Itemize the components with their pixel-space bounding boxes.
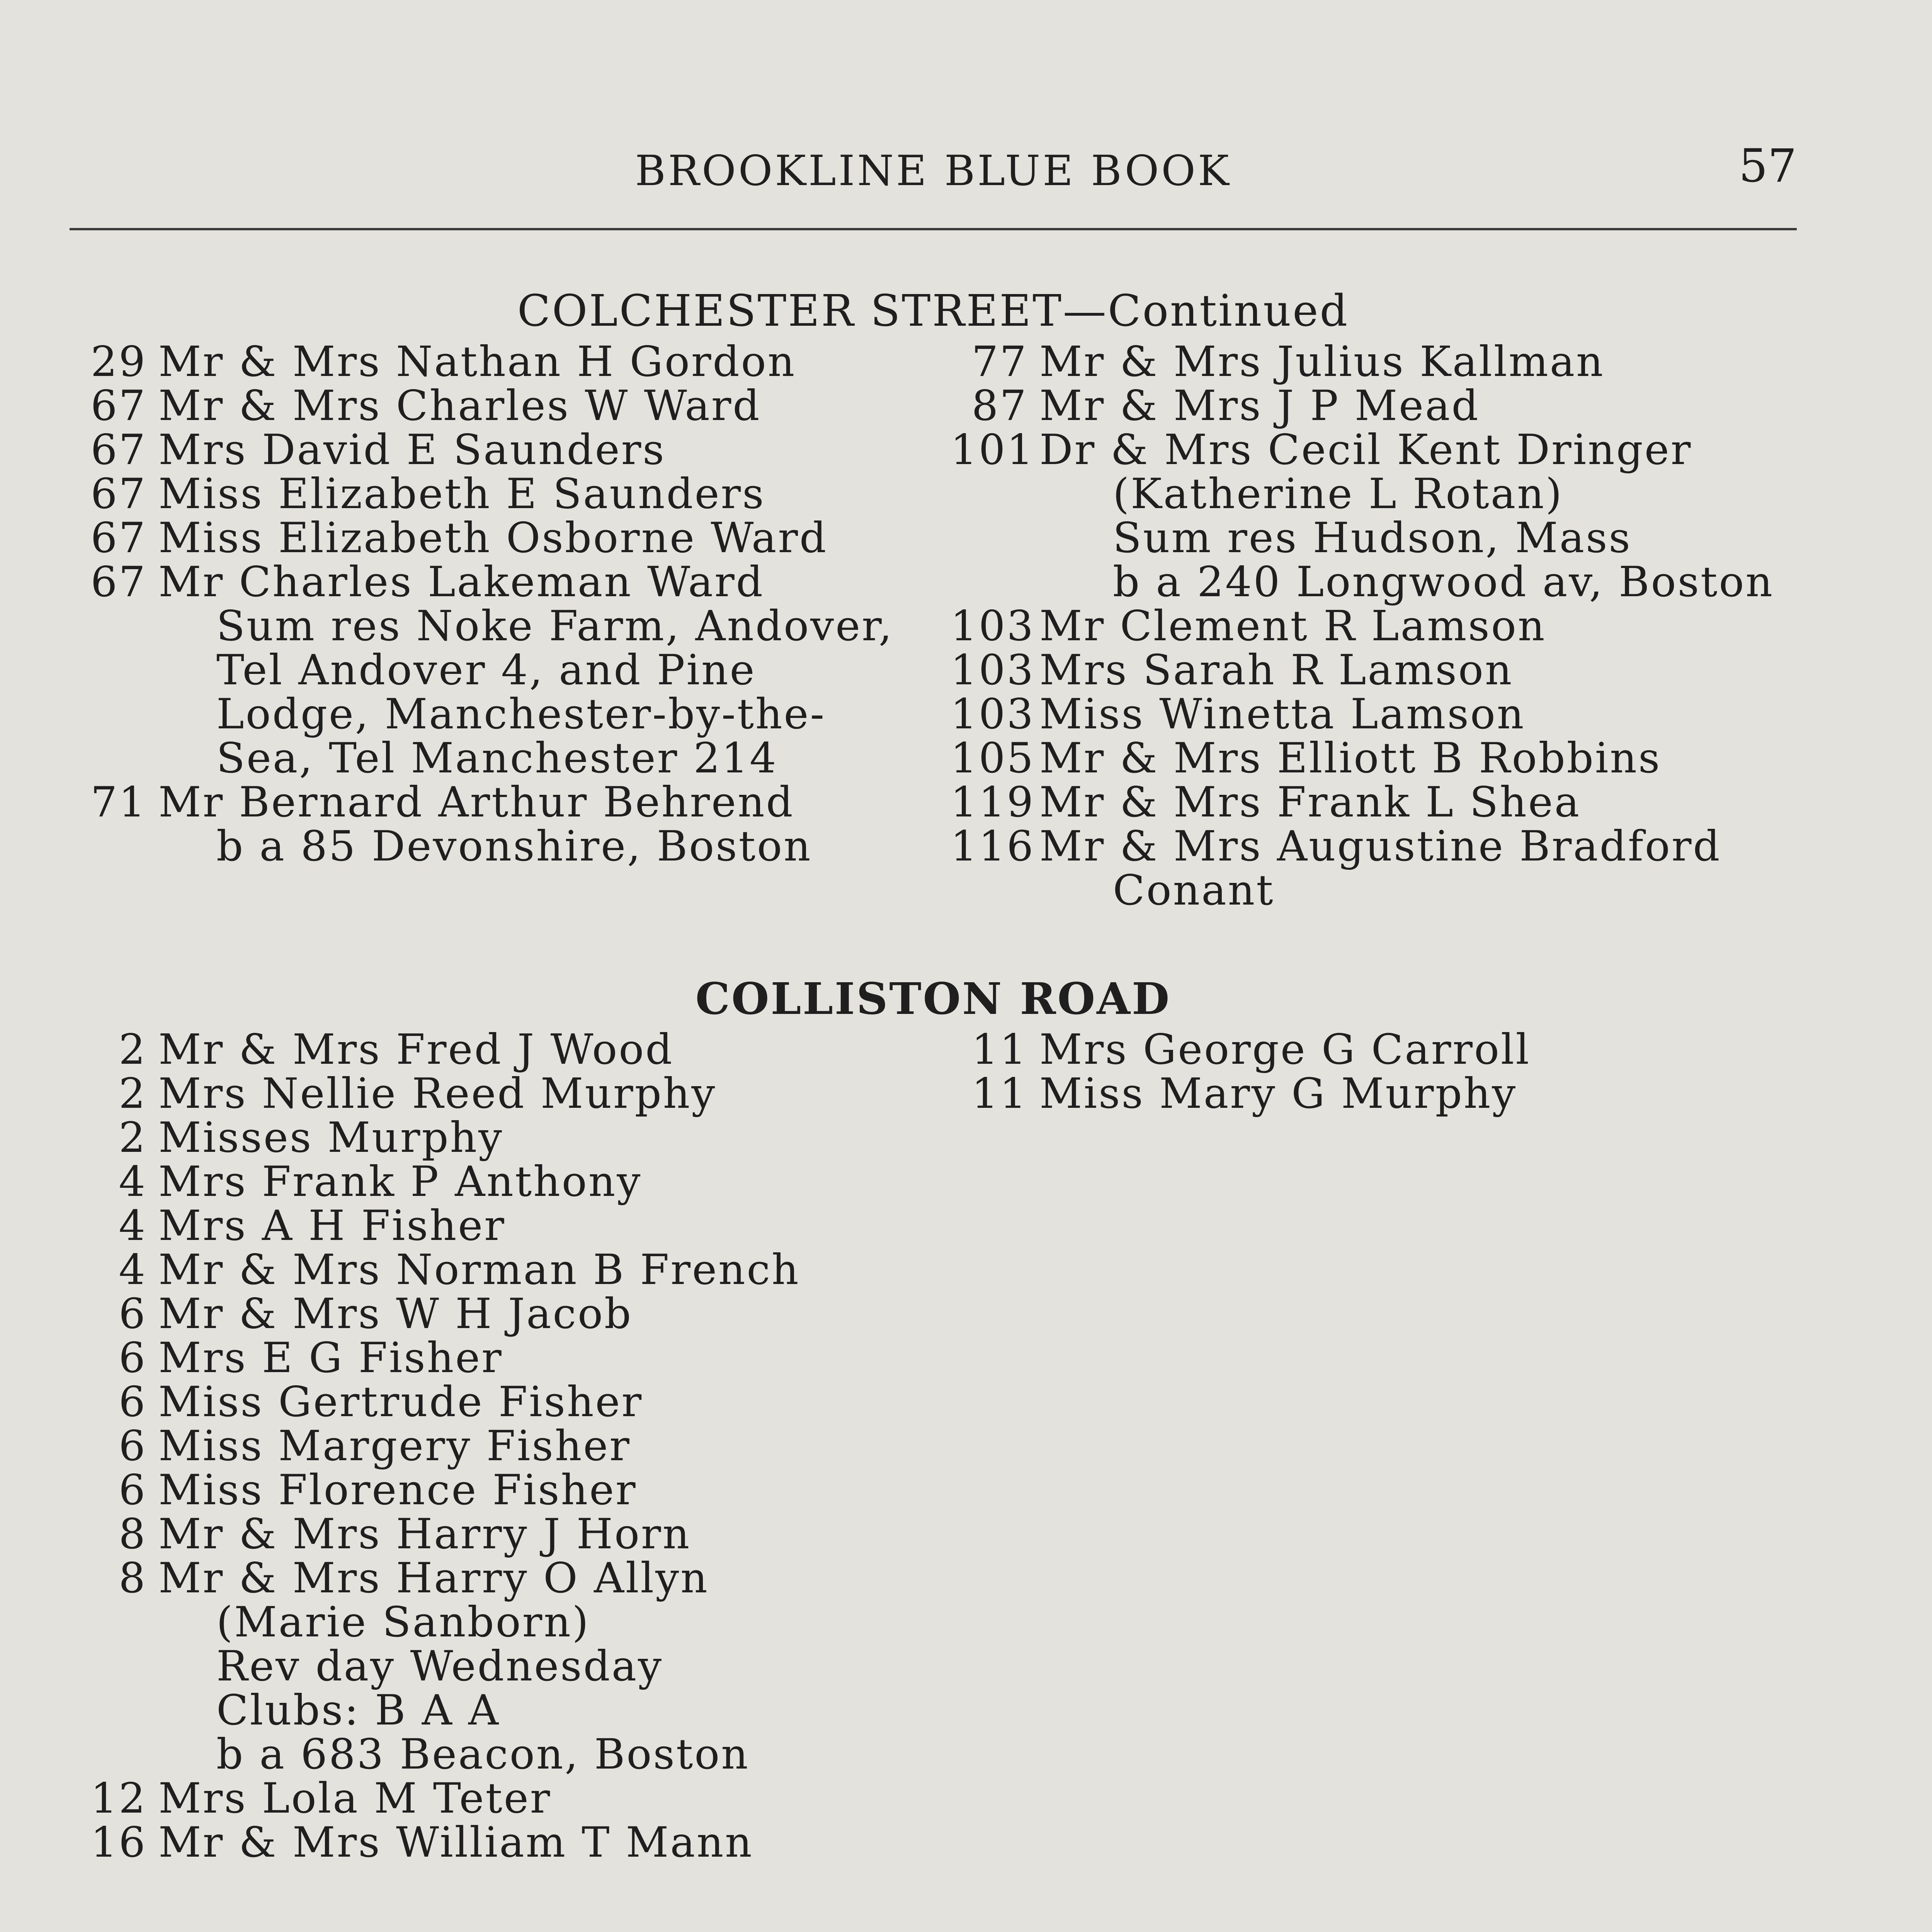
house-number: 87	[971, 382, 1028, 430]
house-number: 4	[119, 1246, 147, 1294]
resident-name: Mr & Mrs Augustine Bradford	[1039, 822, 1721, 871]
resident-name: Mr & Mrs W H Jacob	[158, 1290, 633, 1338]
resident-name: Mr & Mrs Harry O Allyn	[158, 1554, 709, 1602]
directory-entry	[70, 1204, 927, 1248]
entry-detail: b a 683 Beacon, Boston	[216, 1730, 750, 1779]
resident-name: Mrs Lola M Teter	[158, 1774, 552, 1823]
house-number: 67	[90, 382, 147, 430]
resident-name: Mrs A H Fisher	[158, 1202, 506, 1250]
house-number: 77	[971, 338, 1028, 386]
directory-entry	[951, 604, 1839, 648]
house-number: 12	[90, 1774, 147, 1823]
resident-name: Mr Bernard Arthur Behrend	[158, 778, 794, 827]
resident-name: Mr & Mrs J P Mead	[1039, 382, 1480, 430]
resident-name: Mrs Sarah R Lamson	[1039, 646, 1514, 694]
house-number: 2	[119, 1026, 147, 1074]
directory-entry	[951, 1028, 1839, 1072]
house-number: 119	[951, 778, 1035, 827]
house-number: 71	[90, 778, 147, 827]
resident-name: Misses Murphy	[158, 1114, 504, 1162]
house-number: 105	[951, 734, 1035, 782]
resident-name: Miss Elizabeth Osborne Ward	[158, 514, 828, 562]
section-title-colliston: COLLISTON ROAD	[695, 974, 1171, 1024]
directory-entry	[70, 1072, 927, 1116]
resident-name: Mrs E G Fisher	[158, 1334, 503, 1382]
book-title: BROOKLINE BLUE BOOK	[635, 147, 1231, 195]
house-number: 8	[119, 1510, 147, 1558]
directory-entry	[70, 1556, 927, 1600]
house-number: 67	[90, 426, 147, 474]
entry-detail: Clubs: B A A	[216, 1686, 500, 1735]
page-number: 57	[1738, 139, 1797, 192]
resident-name: Mr & Mrs Julius Kallman	[1039, 338, 1605, 386]
directory-entry	[70, 1424, 927, 1468]
house-number: 67	[90, 558, 147, 606]
resident-name: Mr & Mrs Charles W Ward	[158, 382, 761, 430]
directory-entry	[70, 1336, 927, 1380]
resident-name: Mr Charles Lakeman Ward	[158, 558, 764, 606]
colchester-left-column	[70, 340, 927, 869]
house-number: 103	[951, 690, 1035, 738]
house-number: 8	[119, 1554, 147, 1602]
house-number: 11	[971, 1026, 1028, 1074]
directory-entry	[70, 778, 927, 827]
resident-name: Mr & Mrs William T Mann	[158, 1818, 753, 1867]
resident-name: Mr & Mrs Nathan H Gordon	[158, 338, 796, 386]
entry-detail: Rev day Wednesday	[216, 1642, 663, 1690]
house-number: 6	[119, 1334, 147, 1382]
house-number: 6	[119, 1422, 147, 1470]
directory-entry	[70, 516, 927, 560]
house-number: 29	[90, 338, 147, 386]
entry-detail: (Katherine L Rotan)	[1113, 470, 1563, 518]
entry-detail: b a 240 Longwood av, Boston	[1113, 558, 1774, 606]
directory-entry	[70, 1512, 927, 1556]
resident-name: Mrs George G Carroll	[1039, 1026, 1531, 1074]
house-number: 67	[90, 514, 147, 562]
directory-entry	[70, 1292, 927, 1336]
house-number: 116	[951, 822, 1035, 871]
directory-entry	[70, 1468, 927, 1512]
resident-name: Miss Margery Fisher	[158, 1422, 631, 1470]
resident-name: Mr Clement R Lamson	[1039, 602, 1546, 650]
resident-name: Miss Elizabeth E Saunders	[158, 470, 765, 518]
directory-entry	[951, 648, 1839, 692]
resident-name: Mr & Mrs Fred J Wood	[158, 1026, 674, 1074]
house-number: 4	[119, 1202, 147, 1250]
directory-entry	[951, 778, 1839, 827]
section-title-colchester: COLCHESTER STREET—Continued	[517, 286, 1349, 336]
directory-entry	[70, 1380, 927, 1424]
directory-entry	[951, 384, 1839, 428]
house-number: 103	[951, 602, 1035, 650]
resident-name: Mr & Mrs Norman B French	[158, 1246, 800, 1294]
directory-entry	[951, 340, 1839, 384]
house-number: 103	[951, 646, 1035, 694]
directory-entry	[951, 428, 1839, 472]
entry-detail: Sum res Noke Farm, Andover,	[216, 602, 894, 650]
directory-entry	[70, 1818, 927, 1867]
house-number: 2	[119, 1114, 147, 1162]
entry-detail: b a 85 Devonshire, Boston	[216, 822, 812, 871]
resident-name: Miss Florence Fisher	[158, 1466, 637, 1514]
resident-name: Miss Gertrude Fisher	[158, 1378, 643, 1426]
resident-name: Mrs Nellie Reed Murphy	[158, 1070, 717, 1118]
directory-entry	[951, 822, 1839, 871]
directory-entry	[70, 1160, 927, 1204]
directory-entry	[70, 472, 927, 516]
entry-detail: Sea, Tel Manchester 214	[216, 734, 778, 782]
resident-name: Dr & Mrs Cecil Kent Dringer	[1039, 426, 1692, 474]
colliston-right-column	[951, 1028, 1839, 1116]
house-number: 6	[119, 1466, 147, 1514]
directory-entry	[70, 340, 927, 384]
house-number: 6	[119, 1378, 147, 1426]
house-number: 2	[119, 1070, 147, 1118]
directory-entry	[70, 428, 927, 472]
directory-entry	[951, 1072, 1839, 1116]
entry-detail: Lodge, Manchester-by-the-	[216, 690, 826, 738]
directory-entry	[951, 692, 1839, 736]
resident-name: Mrs Frank P Anthony	[158, 1158, 642, 1206]
entry-detail: Sum res Hudson, Mass	[1113, 514, 1632, 562]
directory-entry	[70, 560, 927, 604]
entry-detail: Tel Andover 4, and Pine	[216, 646, 756, 694]
resident-name: Mrs David E Saunders	[158, 426, 666, 474]
house-number: 6	[119, 1290, 147, 1338]
house-number: 101	[951, 426, 1035, 474]
house-number: 16	[90, 1818, 147, 1867]
house-number: 11	[971, 1070, 1028, 1118]
directory-entry	[70, 1028, 927, 1072]
house-number: 67	[90, 470, 147, 518]
colliston-left-column	[70, 1028, 927, 1865]
header-rule	[70, 228, 1797, 230]
resident-name: Mr & Mrs Frank L Shea	[1039, 778, 1581, 827]
entry-detail: Conant	[1113, 866, 1275, 915]
resident-name: Miss Winetta Lamson	[1039, 690, 1526, 738]
entry-detail: (Marie Sanborn)	[216, 1598, 590, 1646]
directory-entry	[70, 1116, 927, 1160]
house-number: 4	[119, 1158, 147, 1206]
directory-entry	[70, 1248, 927, 1292]
directory-entry	[70, 1774, 927, 1823]
directory-entry	[951, 736, 1839, 781]
colchester-right-column	[951, 340, 1839, 913]
resident-name: Mr & Mrs Elliott B Robbins	[1039, 734, 1662, 782]
directory-entry	[70, 384, 927, 428]
resident-name: Mr & Mrs Harry J Horn	[158, 1510, 691, 1558]
page-header	[70, 139, 1797, 197]
resident-name: Miss Mary G Murphy	[1039, 1070, 1517, 1118]
